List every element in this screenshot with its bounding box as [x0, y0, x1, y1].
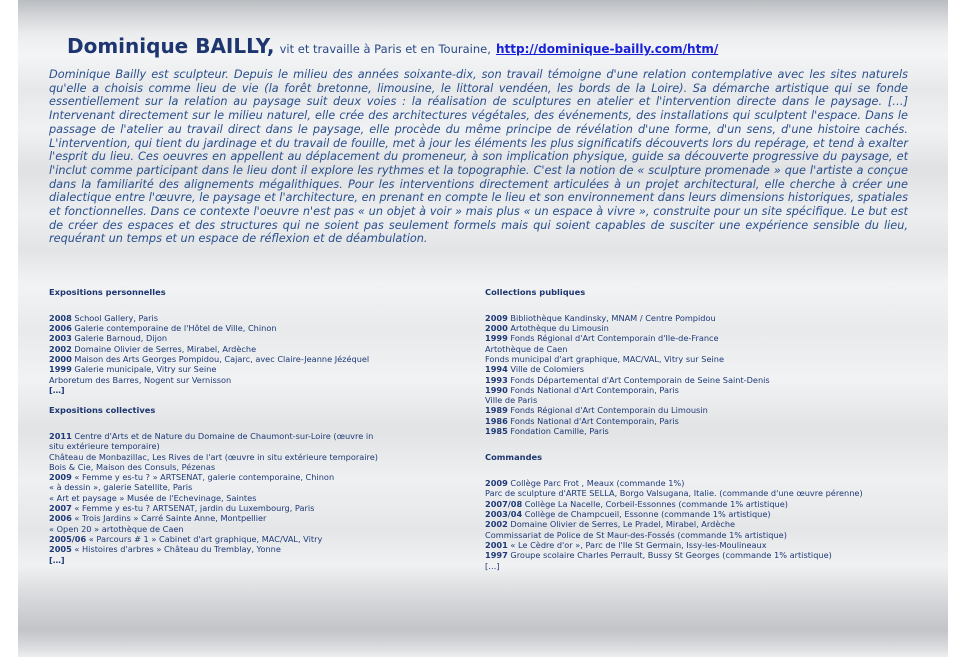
section-title-collections-publiques: Collections publiques: [485, 287, 586, 297]
entry-text: Ville de Paris: [485, 395, 538, 406]
entry-text: Galerie contemporaine de l'Hôtel de Ville, Chinon: [74, 323, 277, 334]
entry-text: Collège La Nacelle, Corbeil-Essonnes (commande 1% artistique): [524, 498, 788, 509]
entry-text: « Histoires d'arbres » Château du Tremblay, Yonne: [74, 544, 281, 555]
artist-name: Dominique BAILLY,: [67, 34, 275, 58]
list-item: [485, 344, 925, 354]
entry-text: situ extérieure temporaire): [49, 441, 160, 452]
list-item: [485, 509, 925, 519]
entry-year: 2006: [49, 323, 72, 334]
list-item: [49, 503, 489, 513]
list-item: [485, 333, 925, 343]
list-item: [485, 499, 925, 509]
list-item: [49, 462, 489, 472]
entry-text: Centre d'Arts et de Nature du Domaine de Chaumont-sur-Loire (œuvre in: [74, 430, 374, 441]
list-item: [485, 385, 925, 395]
list-item: [485, 416, 925, 426]
entry-year: 2007: [49, 503, 72, 514]
entry-year: 2001: [485, 539, 508, 550]
list-item: [49, 493, 489, 503]
entry-text: Collège de Champcueil, Essonne (commande 1% artistique): [524, 509, 771, 520]
header-subtitle: vit et travaille à Paris et en Touraine,: [279, 42, 491, 56]
entry-year: 2009: [485, 312, 508, 323]
entry-text: Fondation Camille, Paris: [510, 426, 609, 437]
left-column: [49, 287, 489, 565]
entry-text: Arboretum des Barres, Nogent sur Vernisson: [49, 374, 232, 385]
list-item: [485, 354, 925, 364]
entry-year: 2008: [49, 312, 72, 323]
entry-year: 1986: [485, 415, 508, 426]
entry-year: 2007/08: [485, 498, 523, 509]
list-item: [49, 375, 489, 385]
list-item: [485, 519, 925, 529]
list-item: [485, 426, 925, 436]
entry-year: 2003: [49, 333, 72, 344]
entry-year: 2000: [485, 323, 508, 334]
entry-year: 1994: [485, 364, 508, 375]
entry-year: 2000: [49, 353, 72, 364]
entry-text: Ville de Colomiers: [510, 364, 585, 375]
entry-year: 2002: [485, 519, 508, 530]
list-item: [485, 395, 925, 405]
list-item: [49, 364, 489, 374]
entry-year: 2006: [49, 513, 72, 524]
entry-text: « Art et paysage » Musée de l'Echevinage, Saintes: [49, 492, 257, 503]
entry-text: Collège Parc Frot , Meaux (commande 1%): [510, 478, 685, 489]
entry-year: 1999: [49, 364, 72, 375]
entry-year: 2005/06: [49, 533, 87, 544]
list-item: [485, 313, 925, 323]
list-item: [485, 540, 925, 550]
commandes-list: [485, 478, 925, 560]
entry-text: Domaine Olivier de Serres, Le Pradel, Mirabel, Ardèche: [510, 519, 736, 530]
entry-year: 1997: [485, 550, 508, 561]
entry-text: « Femme y es-tu ? ARTSENAT, jardin du Luxembourg, Paris: [74, 503, 315, 514]
entry-text: Fonds National d'Art Contemporain, Paris: [510, 384, 679, 395]
entry-year: 1999: [485, 333, 508, 344]
website-link[interactable]: http://dominique-bailly.com/htm/: [495, 42, 719, 56]
entry-text: « Trois Jardins » Carré Sainte Anne, Montpellier: [74, 513, 267, 524]
entry-text: « à dessin », galerie Satellite, Paris: [49, 482, 193, 493]
entry-text: School Gallery, Paris: [74, 312, 159, 323]
artist-biography: Dominique Bailly est sculpteur. Depuis le milieu des années soixante-dix, son travail témoigne d'une relation contemplative avec les sites naturels qu'elle a choisis comme lieu de vie (la forêt bretonne, limousine, le littoral vendéen, les bords de la Loire). Sa démarche artistique qui se fonde essentiellement sur la relation au paysage suit deux voies : la réalisation de sculptures en atelier et l'intervention directe dans le paysage. […] Intervenant directement sur le milieu naturel, elle crée des architectures végétales, des événements, des installations qui sculptent l'espace. Dans le passage de l'atelier au travail direct dans le paysage, elle procède du même principe de révélation d'une forme, d'un sens, d'une histoire cachés. L'intervention, qui tient du jardinage et du travail de fouille, met à jour les éléments les plus significatifs découverts lors du repérage, et tend à exalter l'esprit du lieu. Ces oeuvres en appellent au déplacement du promeneur, à son implication physique, guide sa découverte progressive du paysage, et l'inclut comme participant dans le lieu dont il explore les rythmes et la topographie. C'est la notion de « sculpture promenade » que l'artiste a conçue dans la familiarité des alignements mégalithiques. Pour les interventions directement articulées à un projet architectural, elle cherche à créer une dialectique entre l'œuvre, le paysage et l'architecture, en prenant en compte le lieu et son environnement dans leurs dimensions historiques, spatiales et fonctionnelles. Dans ce contexte l'oeuvre n'est pas « un objet à voir » mais plus « un espace à vivre », construite pour un site spécifique. Le but est de créer des espaces et des structures qui ne soient pas seulement formels mais qui soient capables de susciter une expérience sensible du lieu, requérant un temps et un espace de réflexion et de déambulation.: [49, 68, 908, 246]
entry-text: Galerie Barnoud, Dijon: [74, 333, 168, 344]
entry-text: Bibliothèque Kandinsky, MNAM / Centre Pompidou: [510, 312, 716, 323]
entry-text: Galerie municipale, Vitry sur Seine: [74, 364, 217, 375]
entry-year: 1993: [485, 374, 508, 385]
list-item: [485, 364, 925, 374]
entry-text: Maison des Arts Georges Pompidou, Cajarc, avec Claire-Jeanne Jézéquel: [74, 353, 370, 364]
section-title-expositions-collectives: Expositions collectives: [49, 405, 156, 416]
list-item: [49, 482, 489, 492]
entry-text: Fonds Départemental d'Art Contemporain de Seine Saint-Denis: [510, 374, 770, 385]
entry-text: « Open 20 » artothèque de Caen: [49, 523, 184, 534]
entry-text: « Parcours # 1 » Cabinet d'art graphique, MAC/VAL, Vitry: [88, 533, 323, 544]
entry-year: 1990: [485, 384, 508, 395]
entry-text: Fonds Régional d'Art Contemporain du Limousin: [510, 405, 708, 416]
entry-text: Artothèque du Limousin: [510, 323, 609, 334]
entry-text: Bois & Cie, Maison des Consuls, Pézenas: [49, 461, 216, 472]
list-item: [485, 550, 925, 560]
list-item: [485, 375, 925, 385]
list-item: [49, 534, 489, 544]
list-item: [49, 513, 489, 523]
list-item: [49, 544, 489, 554]
list-item: [49, 452, 489, 462]
collections-publiques-list: [485, 313, 925, 437]
entry-year: 2005: [49, 544, 72, 555]
entry-text: « Le Cèdre d'or », Parc de l'Ile St Germain, Issy-les-Moulineaux: [510, 539, 767, 550]
expositions-collectives-list: [49, 431, 489, 555]
more-expositions-collectives: […]: [49, 554, 65, 565]
more-expositions-personnelles: […]: [49, 384, 65, 395]
entry-text: « Femme y es-tu ? » ARTSENAT, galerie contemporaine, Chinon: [74, 472, 335, 483]
list-item: [49, 472, 489, 482]
list-item: [485, 478, 925, 488]
list-item: [49, 441, 489, 451]
more-commandes: […]: [485, 560, 500, 571]
entry-text: Fonds Régional d'Art Contemporain d'Ile-de-France: [510, 333, 719, 344]
list-item: [485, 323, 925, 333]
list-item: [49, 524, 489, 534]
entry-text: Commissariat de Police de St Maur-des-Fossés (commande 1% artistique): [485, 529, 787, 540]
list-item: [49, 333, 489, 343]
section-title-commandes: Commandes: [485, 452, 543, 463]
list-item: [49, 431, 489, 441]
expositions-personnelles-list: [49, 313, 489, 385]
list-item: [49, 344, 489, 354]
list-item: [485, 405, 925, 415]
entry-text: Fonds National d'Art Contemporain, Paris: [510, 415, 679, 426]
list-item: [485, 530, 925, 540]
entry-year: 2009: [485, 478, 508, 489]
list-item: [485, 488, 925, 498]
entry-year: 1989: [485, 405, 508, 416]
entry-text: Artothèque de Caen: [485, 343, 568, 354]
entry-year: 2011: [49, 430, 72, 441]
page-header: [67, 34, 927, 61]
right-column: [485, 287, 925, 571]
section-title-expositions-personnelles: Expositions personnelles: [49, 287, 166, 297]
entry-year: 2003/04: [485, 509, 523, 520]
list-item: [49, 323, 489, 333]
entry-text: Parc de sculpture d'ARTE SELLA, Borgo Valsugana, Italie. (commande d'une œuvre pérenne): [485, 488, 863, 499]
entry-text: Domaine Olivier de Serres, Mirabel, Ardèche: [74, 343, 257, 354]
entry-year: 2002: [49, 343, 72, 354]
list-item: [49, 313, 489, 323]
list-item: [49, 354, 489, 364]
entry-text: Château de Monbazillac, Les Rives de l'art (œuvre in situ extérieure temporaire): [49, 451, 378, 462]
entry-year: 2009: [49, 472, 72, 483]
entry-year: 1985: [485, 426, 508, 437]
entry-text: Fonds municipal d'art graphique, MAC/VAL, Vitry sur Seine: [485, 353, 725, 364]
entry-text: Groupe scolaire Charles Perrault, Bussy St Georges (commande 1% artistique): [510, 550, 832, 561]
